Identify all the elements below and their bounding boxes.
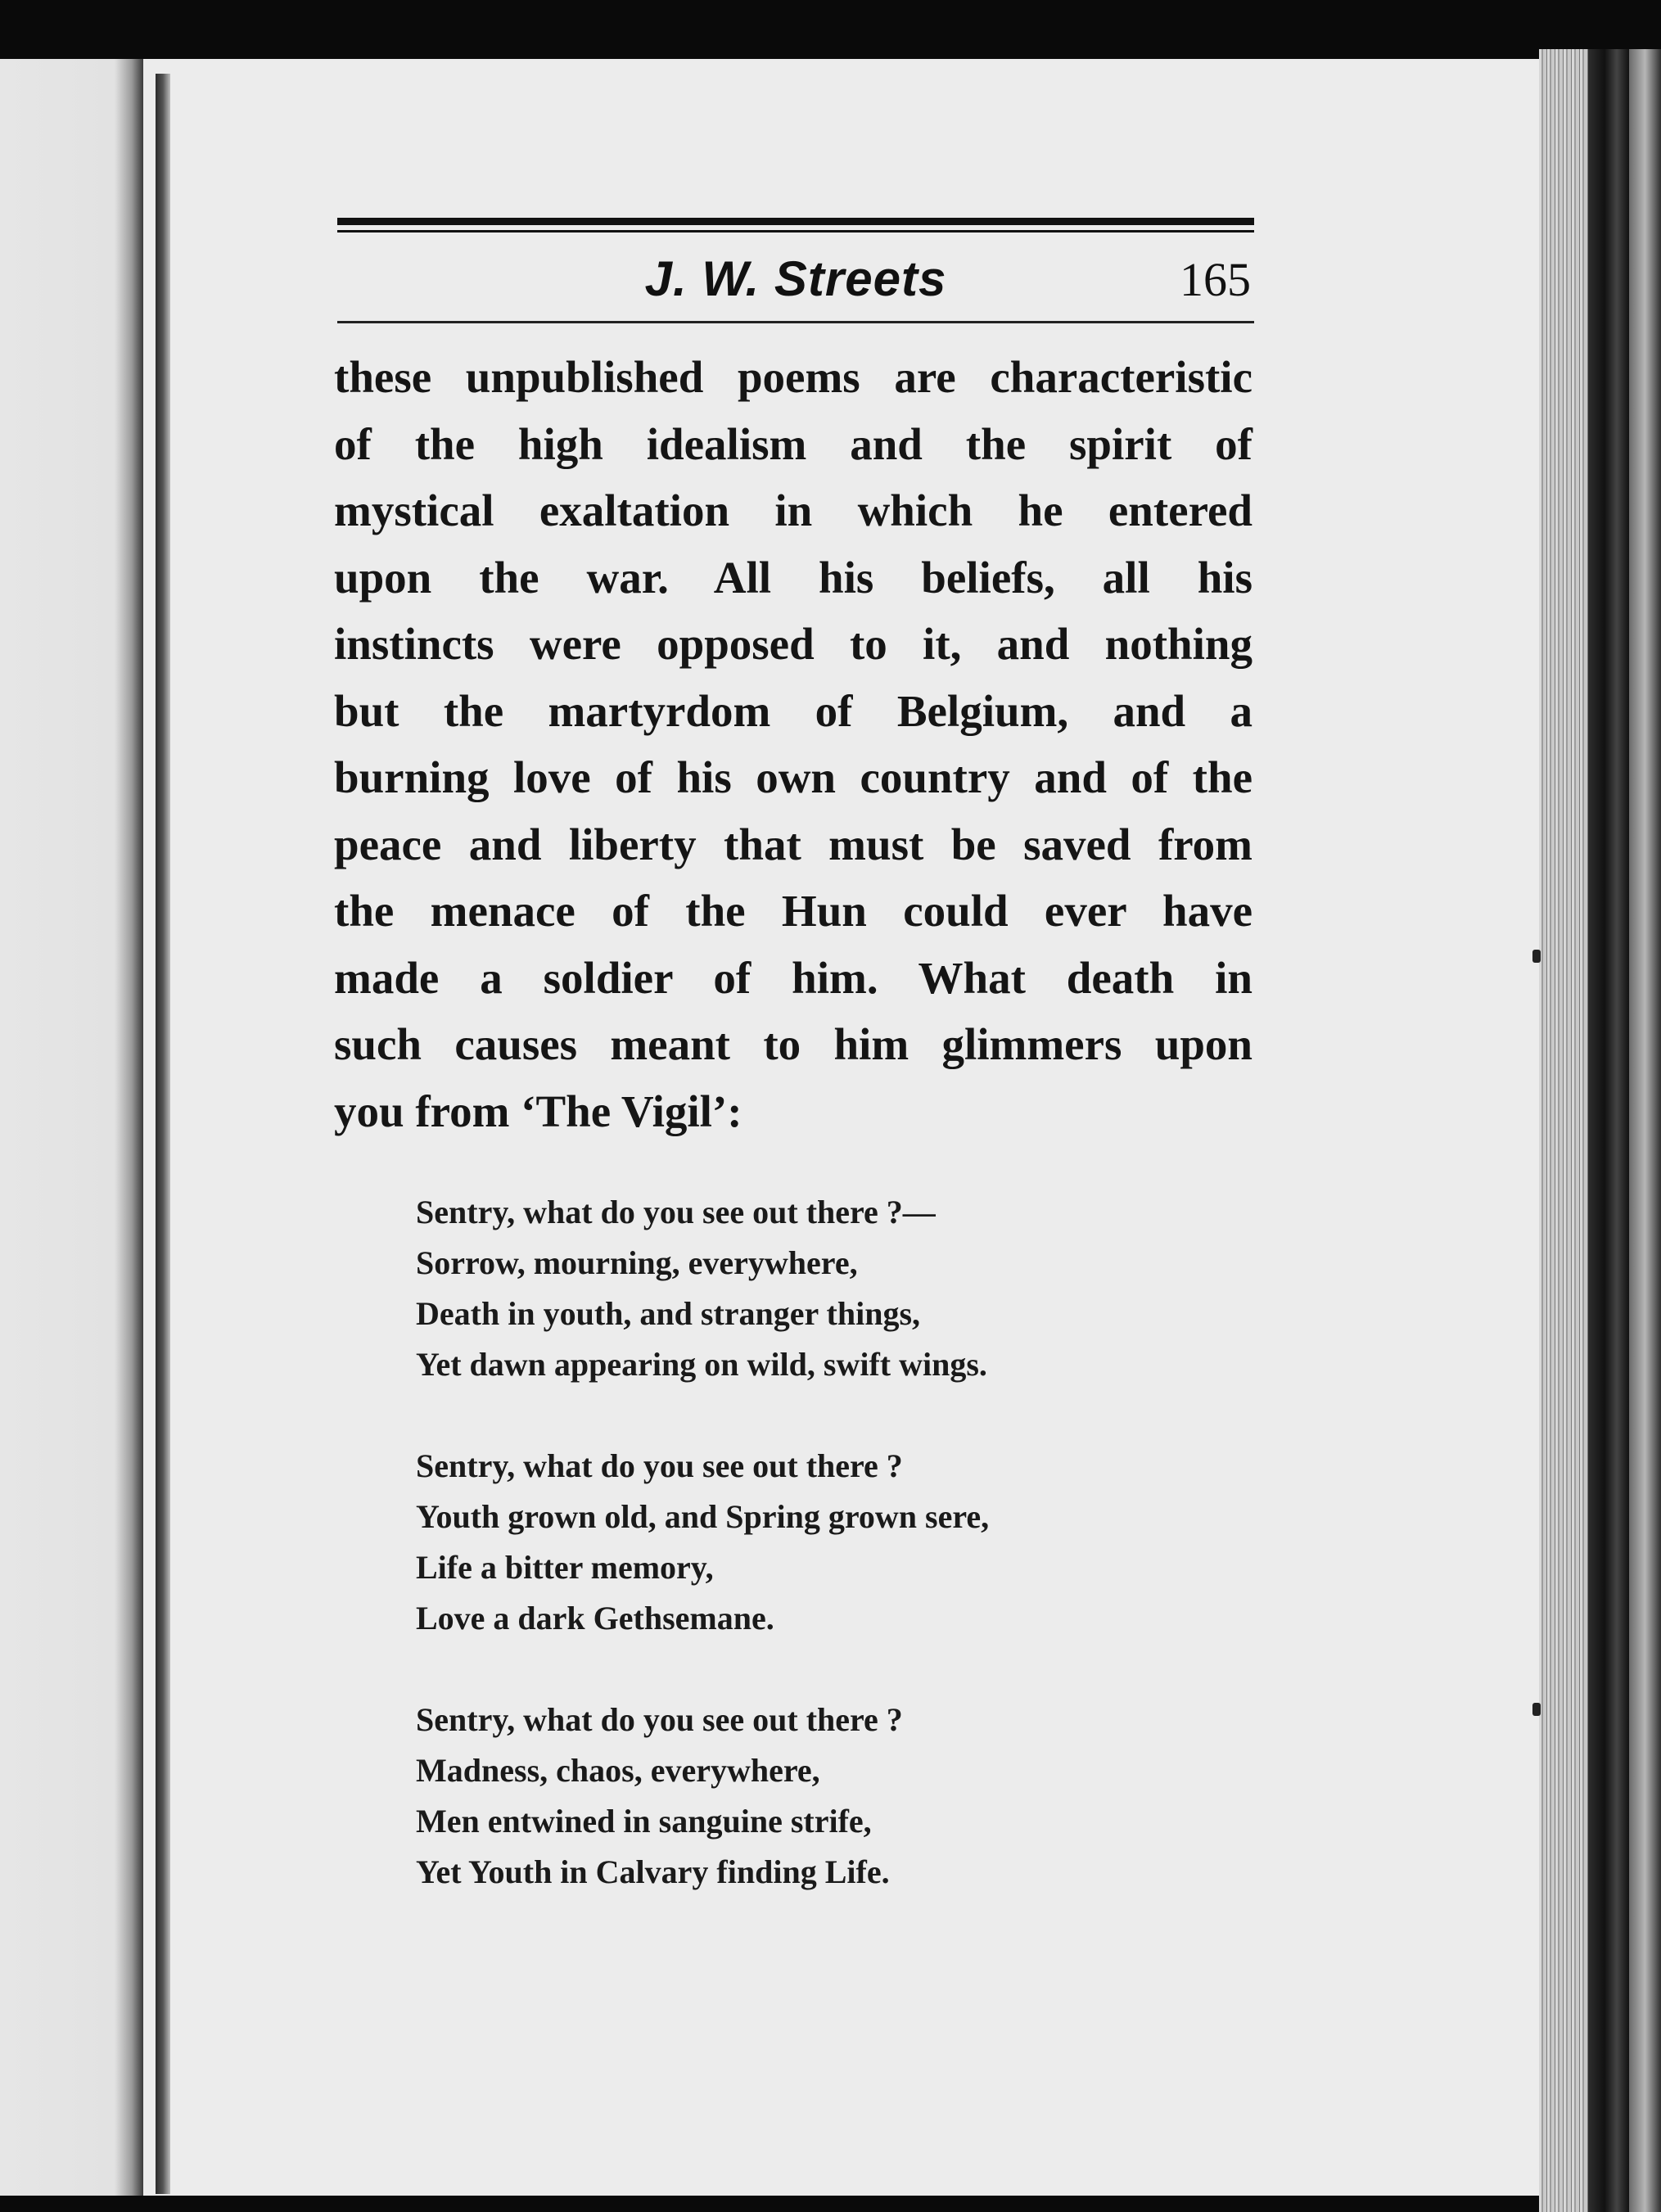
header-rule-thick bbox=[337, 218, 1254, 225]
cover-edge bbox=[1588, 49, 1629, 2212]
verse-line: Yet Youth in Calvary finding Life. bbox=[416, 1853, 890, 1890]
header-rule-thin bbox=[337, 321, 1254, 323]
text-line: the menace of the Hun could ever have bbox=[334, 886, 1253, 936]
text-line: burning love of his own country and of the bbox=[334, 752, 1253, 802]
verse-line: Yet dawn appearing on wild, swift wings. bbox=[416, 1346, 987, 1383]
stanza bbox=[416, 1441, 1234, 1644]
text-line: but the martyrdom of Belgium, and a bbox=[334, 685, 1253, 736]
body-paragraph bbox=[334, 344, 1253, 1144]
stanza bbox=[416, 1695, 1234, 1898]
verse-line: Madness, chaos, everywhere, bbox=[416, 1752, 820, 1789]
text-line: mystical exaltation in which he entered bbox=[334, 485, 1253, 535]
verse-line: Sentry, what do you see out there ?— bbox=[416, 1194, 936, 1230]
verse-line: Life a bitter memory, bbox=[416, 1549, 714, 1586]
text-line: upon the war. All his beliefs, all his bbox=[334, 552, 1253, 603]
verse-line: Sorrow, mourning, everywhere, bbox=[416, 1244, 858, 1281]
scanner-border bbox=[1629, 49, 1661, 2212]
verse-line: Death in youth, and stranger things, bbox=[416, 1295, 921, 1332]
verse-line: Men entwined in sanguine strife, bbox=[416, 1803, 872, 1840]
text-line: such causes meant to him glimmers upon bbox=[334, 1019, 1253, 1069]
stanza bbox=[416, 1187, 1234, 1390]
text-line: these unpublished poems are characteristic bbox=[334, 352, 1253, 402]
facing-page-edge bbox=[0, 59, 143, 2196]
running-title: J. W. Streets bbox=[644, 251, 947, 306]
text-line: peace and liberty that must be saved from bbox=[334, 819, 1253, 869]
poem-the-vigil bbox=[416, 1187, 1234, 1948]
edge-speck bbox=[1532, 1703, 1541, 1716]
page-number: 165 bbox=[1180, 253, 1251, 306]
binding-shadow bbox=[156, 74, 170, 2194]
text-line: you from ‘The Vigil’: bbox=[334, 1086, 742, 1136]
text-line: of the high idealism and the spirit of bbox=[334, 418, 1253, 469]
running-head bbox=[337, 246, 1254, 311]
text-line: instincts were opposed to it, and nothing bbox=[334, 619, 1253, 669]
edge-speck bbox=[1532, 950, 1541, 963]
verse-line: Sentry, what do you see out there ? bbox=[416, 1447, 903, 1484]
verse-line: Love a dark Gethsemane. bbox=[416, 1600, 774, 1636]
verse-line: Youth grown old, and Spring grown sere, bbox=[416, 1498, 990, 1535]
header-rule-double bbox=[337, 230, 1254, 232]
verse-line: Sentry, what do you see out there ? bbox=[416, 1701, 903, 1738]
text-line: made a soldier of him. What death in bbox=[334, 952, 1253, 1003]
